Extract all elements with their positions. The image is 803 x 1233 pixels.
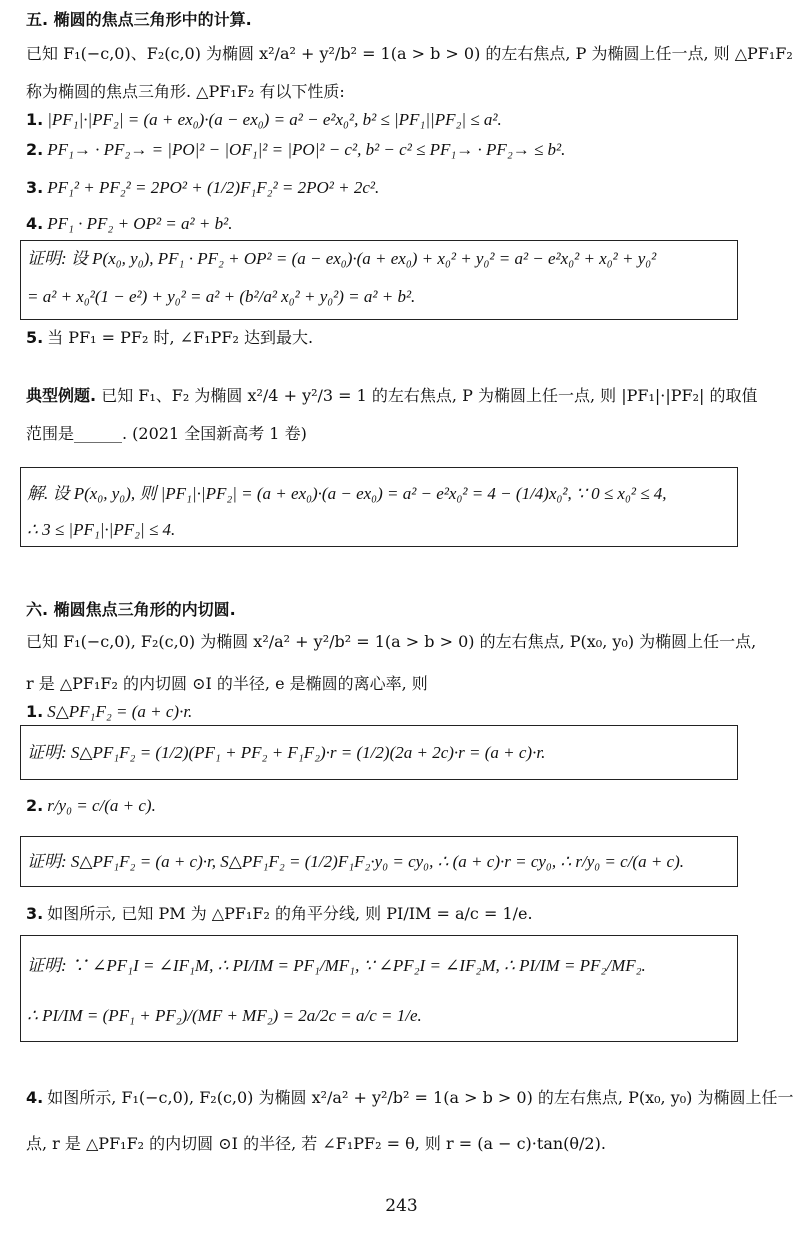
property-text: 如图所示, 已知 PM 为 △PF₁F₂ 的角平分线, 则 PI/IM = a/c = 1/e. xyxy=(47,904,533,923)
property-1 xyxy=(26,110,502,130)
example-text: 已知 F₁、F₂ 为椭圆 x²/4 + y²/3 = 1 的左右焦点, P 为椭圆上任一点, 则 |PF₁|·|PF₂| 的取值 xyxy=(101,386,758,405)
proof4-line1: 证明: 设 P(x₀, y₀), PF₁ · PF₂ + OP² = (a − ex₀)·(a + ex₀) + x₀² + y₀² = a² − e²x₀² + x₀² + y₀² xyxy=(27,249,657,268)
proof-incircle1: 证明: S△PF₁F₂ = (1/2)(PF₁ + PF₂ + F₁F₂)·r = (1/2)(2a + 2c)·r = (a + c)·r. xyxy=(27,743,546,762)
example-line2: 范围是______. (2021 全国新高考 1 卷) xyxy=(26,424,307,443)
example-label: 典型例题. xyxy=(26,386,97,405)
page-number: 243 xyxy=(385,1196,418,1216)
property-text: S△PF₁F₂ = (a + c)·r. xyxy=(47,702,193,721)
solution-box xyxy=(20,467,738,547)
section6-intro-line1: 已知 F₁(−c,0), F₂(c,0) 为椭圆 x²/a² + y²/b² = 1(a > b > 0) 的左右焦点, P(x₀, y₀) 为椭圆上任一点, xyxy=(26,632,757,651)
property-text: PF₁ · PF₂ + OP² = a² + b². xyxy=(47,214,233,233)
property-text: r/y₀ = c/(a + c). xyxy=(47,796,156,815)
proof-box-incircle1 xyxy=(20,725,738,780)
proof-box-property4 xyxy=(20,240,738,320)
property-3 xyxy=(26,178,379,198)
property-number: 3. xyxy=(26,178,44,197)
property-number: 1. xyxy=(26,110,44,129)
property-text: 如图所示, F₁(−c,0), F₂(c,0) 为椭圆 x²/a² + y²/b² = 1(a > b > 0) 的左右焦点, P(x₀, y₀) 为椭圆上任一 xyxy=(47,1088,794,1107)
property-text: PF₁² + PF₂² = 2PO² + (1/2)F₁F₂² = 2PO² + 2c². xyxy=(47,178,380,197)
solution-line2: ∴ 3 ≤ |PF₁|·|PF₂| ≤ 4. xyxy=(27,520,176,539)
section6-intro-line2: r 是 △PF₁F₂ 的内切圆 ⊙I 的半径, e 是椭圆的离心率, 则 xyxy=(26,674,428,693)
property-5 xyxy=(26,328,313,348)
incircle-property-2 xyxy=(26,796,156,816)
proof-incircle3-line2: ∴ PI/IM = (PF₁ + PF₂)/(MF + MF₂) = 2a/2c = a/c = 1/e. xyxy=(27,1006,422,1025)
section6-title: 六. 椭圆焦点三角形的内切圆. xyxy=(26,600,236,619)
proof-box-incircle3 xyxy=(20,935,738,1042)
property-number: 4. xyxy=(26,1088,44,1107)
incircle-property-4-line1 xyxy=(26,1088,793,1108)
incircle-property-1 xyxy=(26,702,192,722)
section5-title: 五. 椭圆的焦点三角形中的计算. xyxy=(26,10,252,29)
property-4 xyxy=(26,214,232,234)
property-number: 1. xyxy=(26,702,44,721)
property-number: 2. xyxy=(26,796,44,815)
property-number: 2. xyxy=(26,140,44,159)
proof4-line2: = a² + x₀²(1 − e²) + y₀² = a² + (b²/a² x₀² + y₀²) = a² + b². xyxy=(27,287,416,306)
property-text: 当 PF₁ = PF₂ 时, ∠F₁PF₂ 达到最大. xyxy=(47,328,314,347)
incircle-property-4-line2: 点, r 是 △PF₁F₂ 的内切圆 ⊙I 的半径, 若 ∠F₁PF₂ = θ, 则 r = (a − c)·tan(θ/2). xyxy=(26,1134,606,1153)
property-2 xyxy=(26,140,565,160)
property-number: 4. xyxy=(26,214,44,233)
property-text: |PF₁|·|PF₂| = (a + ex₀)·(a − ex₀) = a² − e²x₀², b² ≤ |PF₁||PF₂| ≤ a². xyxy=(47,110,502,129)
property-number: 5. xyxy=(26,328,44,347)
section5-intro-line2: 称为椭圆的焦点三角形. △PF₁F₂ 有以下性质: xyxy=(26,82,345,101)
property-number: 3. xyxy=(26,904,44,923)
proof-incircle2: 证明: S△PF₁F₂ = (a + c)·r, S△PF₁F₂ = (1/2)F₁F₂·y₀ = cy₀, ∴ (a + c)·r = cy₀, ∴ r/y₀ = c/(a + c). xyxy=(27,852,685,871)
solution-line1: 解. 设 P(x₀, y₀), 则 |PF₁|·|PF₂| = (a + ex₀)·(a − ex₀) = a² − e²x₀² = 4 − (1/4)x₀², ∵ 0 ≤ x₀² ≤ 4, xyxy=(27,484,667,503)
section5-intro-line1: 已知 F₁(−c,0)、F₂(c,0) 为椭圆 x²/a² + y²/b² = 1(a > b > 0) 的左右焦点, P 为椭圆上任一点, 则 △PF₁F₂ xyxy=(26,44,793,63)
proof-box-incircle2 xyxy=(20,836,738,887)
property-text: PF₁→ · PF₂→ = |PO|² − |OF₁|² = |PO|² − c², b² − c² ≤ PF₁→ · PF₂→ ≤ b². xyxy=(47,140,566,159)
example-line1 xyxy=(26,386,758,406)
proof-incircle3-line1: 证明: ∵ ∠PF₁I = ∠IF₁M, ∴ PI/IM = PF₁/MF₁, ∵ ∠PF₂I = ∠IF₂M, ∴ PI/IM = PF₂/MF₂. xyxy=(27,956,646,975)
incircle-property-3 xyxy=(26,904,533,924)
